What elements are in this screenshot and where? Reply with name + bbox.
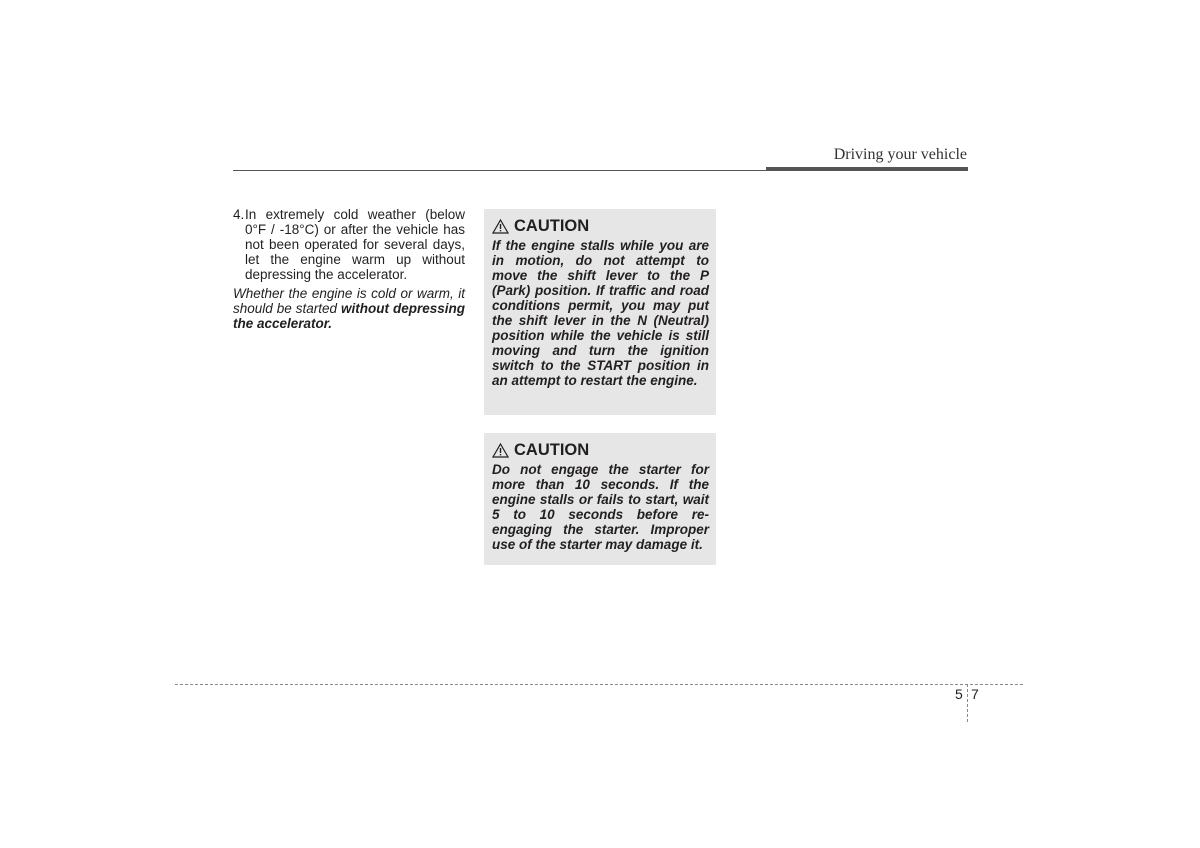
step-item <box>233 207 465 282</box>
caution-title: CAUTION <box>514 441 590 459</box>
caution-box <box>484 209 716 415</box>
header-rule-accent <box>766 167 968 171</box>
note-paragraph <box>233 286 465 331</box>
step-number: 4. <box>233 207 245 222</box>
caution-text: If the engine stalls while you are in motion, do not attempt to move the shift lever to the P (Park) position. If traffic and road conditions permit, you may put the shift lever in the N (Neutral) position while the vehicle is still moving and turn the ignition switch to the START position in an attempt to restart the engine. <box>492 238 709 388</box>
section-title: Driving your vehicle <box>833 146 967 163</box>
caution-text: Do not engage the starter for more than 10 seconds. If the engine stalls or fails to start, wait 5 to 10 seconds before re-engaging the starter. Improper use of the starter may damage it. <box>492 462 709 552</box>
footer-divider <box>967 684 968 722</box>
step-text: In extremely cold weather (below 0°F / -18°C) or after the vehicle has not been operated for several days, let the engine warm up without depressing the accelerator. <box>245 207 465 282</box>
caution-header <box>492 217 709 236</box>
chapter-number: 5 <box>955 686 963 702</box>
warning-triangle-icon <box>492 219 509 234</box>
note-emphasis: without depressing the accelerator. <box>233 301 465 331</box>
page-number: 7 <box>971 686 979 702</box>
instruction-column <box>233 207 465 331</box>
caution-title: CAUTION <box>514 217 590 235</box>
warning-triangle-icon <box>492 443 509 458</box>
caution-box <box>484 433 716 565</box>
note-text: Whether the engine is cold or warm, it should be started <box>233 286 465 316</box>
footer-rule <box>175 684 1023 685</box>
caution-header <box>492 441 709 460</box>
